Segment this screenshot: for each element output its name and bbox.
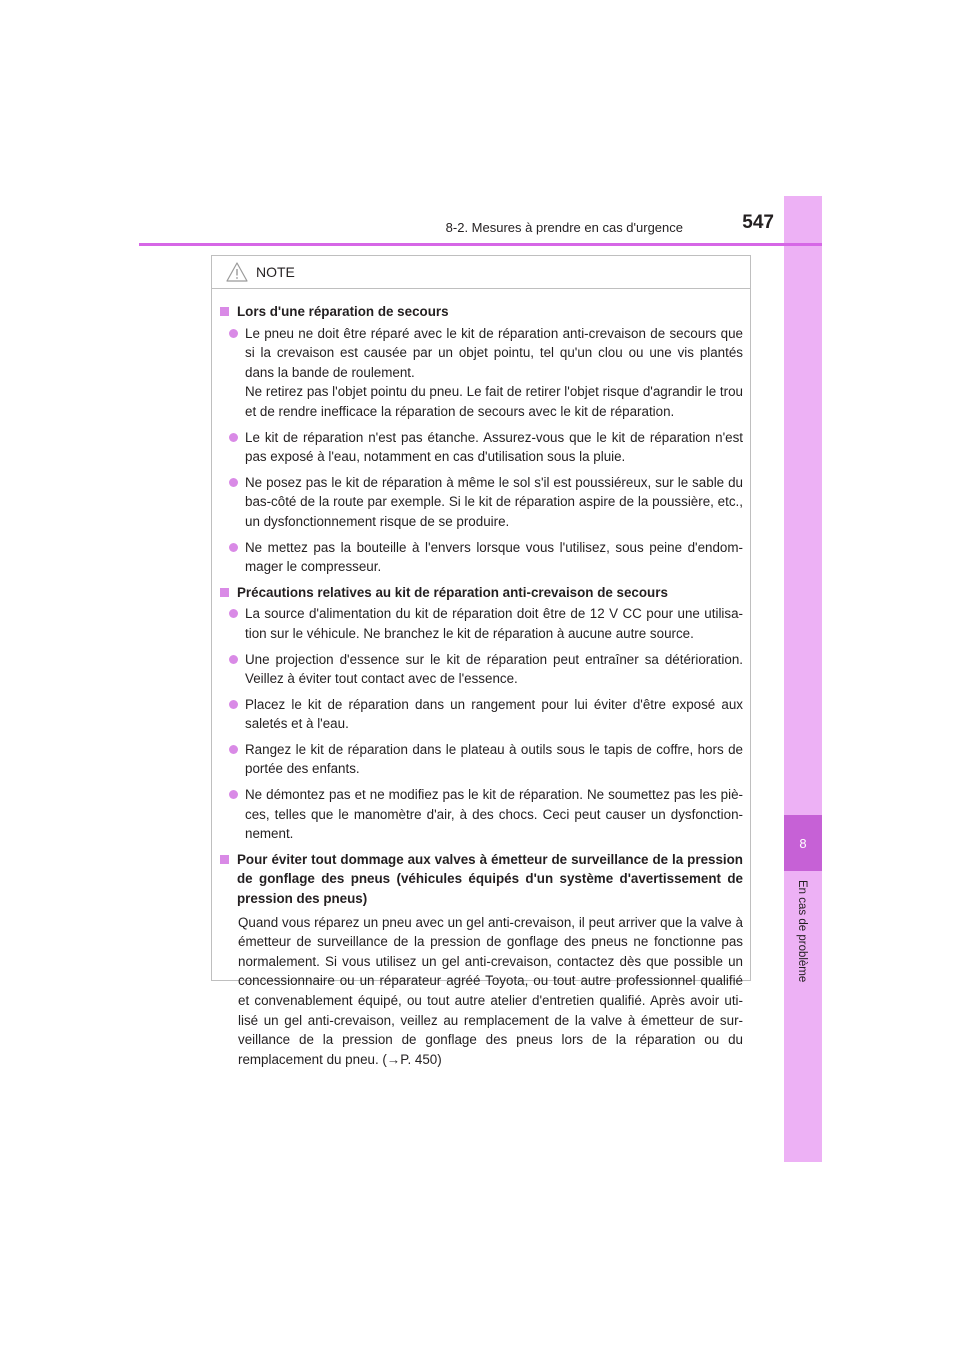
square-bullet-icon xyxy=(220,588,229,597)
section-title: Pour éviter tout dommage aux valves à émetteur de surveillance de la pression de gonflage des pneus (véhicules équipés d'un système d'avertissement de pression des pneus) xyxy=(219,850,743,909)
round-bullet-icon xyxy=(229,790,238,799)
header-rule xyxy=(139,243,822,246)
round-bullet-icon xyxy=(229,700,238,709)
round-bullet-icon xyxy=(229,433,238,442)
list-item: Rangez le kit de réparation dans le plateau à outils sous le tapis de coffre, hors de portée des enfants. xyxy=(219,740,743,779)
round-bullet-icon xyxy=(229,745,238,754)
round-bullet-icon xyxy=(229,655,238,664)
square-bullet-icon xyxy=(220,307,229,316)
paragraph: Quand vous réparez un pneu avec un gel anti-crevaison, il peut arriver que la valve à émetteur de surveillance de la pression de gonflage des pneus ne fonctionne pas normalement. Si vous utilisez un gel anti-crevaison, contactez dès que possible un concessionnaire ou un réparateur agréé Toyota, ou tout autre professionnel qualifié et convenablement équipé, ou tout autre atelier d'entretien qualifié. Après avoir uti-lisé un gel anti-crevaison, veillez au remplacement de la valve à émetteur de sur-veillance de la pression de gonflage des pneus lors de la réparation ou du remplacement du pneu. (→P. 450) xyxy=(238,914,743,1067)
list-item: Une projection d'essence sur le kit de réparation peut entraîner sa détérioration. Veillez à éviter tout contact avec de l'essence. xyxy=(219,650,743,689)
note-header xyxy=(212,256,750,289)
list-item: Le kit de réparation n'est pas étanche. Assurez-vous que le kit de réparation n'est pas exposé à l'eau, notamment en cas d'utilisation sous la pluie. xyxy=(219,428,743,467)
section-title: Lors d'une réparation de secours xyxy=(219,302,743,322)
round-bullet-icon xyxy=(229,543,238,552)
note-title: NOTE xyxy=(256,264,295,280)
note-body xyxy=(212,289,750,1069)
square-bullet-icon xyxy=(220,855,229,864)
warning-icon xyxy=(226,262,248,282)
list-item: Ne démontez pas et ne modifiez pas le kit de réparation. Ne soumettez pas les piè-ces, telles que le manomètre d'air, à des chocs. Ceci peut causer un dysfonction-nement. xyxy=(219,785,743,844)
list-item: La source d'alimentation du kit de réparation doit être de 12 V CC pour une utilisa-tion sur le véhicule. Ne branchez le kit de réparation à aucune autre source. xyxy=(219,604,743,643)
list-item: Placez le kit de réparation dans un rangement pour lui éviter d'être exposé aux saletés et à l'eau. xyxy=(219,695,743,734)
list-item: Ne mettez pas la bouteille à l'envers lorsque vous l'utilisez, sous peine d'endom-mager le compresseur. xyxy=(219,538,743,577)
round-bullet-icon xyxy=(229,609,238,618)
list-item: Ne posez pas le kit de réparation à même le sol s'il est poussiéreux, sur le sable du bas-côté de la route par exemple. Si le kit de réparation aspire de la poussière, etc., un dysfonctionnement risque de se produire. xyxy=(219,473,743,532)
list-item: Le pneu ne doit être réparé avec le kit de réparation anti-crevaison de secours que si la crevaison est causée par un objet pointu, tel qu'un clou ou une vis plantés dans la bande de roulement. Ne retirez pas l'objet pointu du pneu. Le fait de retirer l'objet risque d'agrandir le trou et de rendre inefficace la réparation de secours avec le kit de réparation. xyxy=(219,324,743,422)
section-header: 8-2. Mesures à prendre en cas d'urgence xyxy=(445,220,683,235)
round-bullet-icon xyxy=(229,478,238,487)
round-bullet-icon xyxy=(229,329,238,338)
section-title: Précautions relatives au kit de réparation anti-crevaison de secours xyxy=(219,583,743,603)
chapter-side-tab xyxy=(784,196,822,1162)
page-number: 547 xyxy=(742,212,774,233)
chapter-number: 8 xyxy=(784,815,822,871)
chapter-title xyxy=(791,880,813,998)
note-box xyxy=(211,255,751,1067)
chapter-title-text: En cas de problème xyxy=(796,880,808,983)
